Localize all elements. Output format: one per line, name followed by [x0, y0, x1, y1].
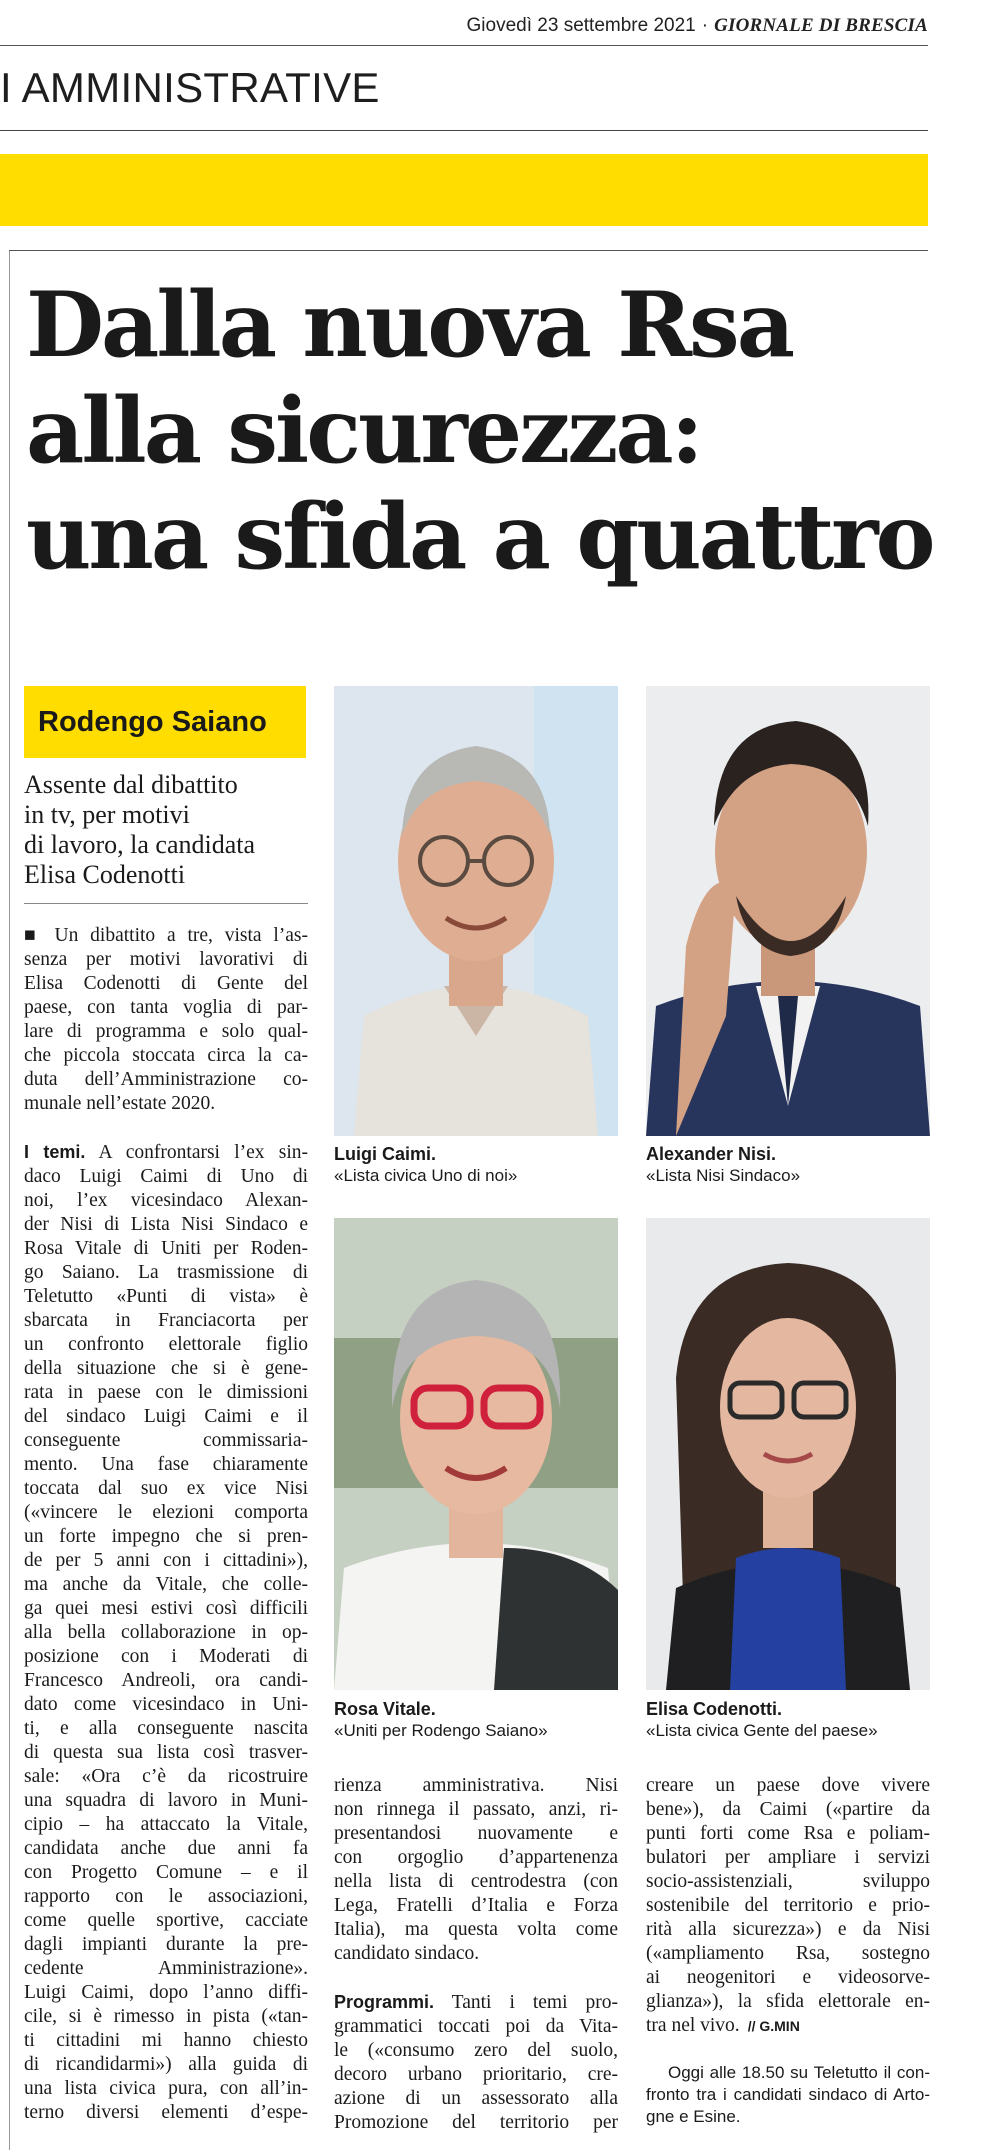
text-line: Promozione del territorio per	[334, 2112, 618, 2133]
photo-elisa-codenotti	[646, 1218, 930, 1690]
text-line: una lista civica pura, con all’in-	[24, 2078, 308, 2099]
subhead-line: Elisa Codenotti	[24, 860, 186, 889]
text-line: duta dell’Amministrazione co-	[24, 1069, 308, 1090]
text-line: ti, e alla conseguente nascita	[24, 1718, 308, 1739]
text-line: ma anche da Vitale, che colle-	[24, 1574, 308, 1595]
text-line: paese, con tanta voglia di par-	[24, 997, 308, 1018]
text-line: bene»), da Caimi («partire da	[646, 1799, 930, 1820]
candidate-name: Luigi Caimi.	[334, 1144, 437, 1164]
text-line: ai neogenitori e videosorve-	[646, 1967, 930, 1988]
text-line: sostenibile del territorio e prio-	[646, 1895, 930, 1916]
text-line: ■ Un dibattito a tre, vista l’as-	[24, 925, 308, 946]
candidate-list: «Lista civica Uno di noi»	[334, 1166, 518, 1185]
text-line: del sindaco Luigi Caimi e il	[24, 1406, 308, 1427]
text-line: candidata anche due anni fa	[24, 1838, 308, 1859]
text-line: Rosa Vitale di Uniti per Roden-	[24, 1238, 308, 1259]
text-line: senza per motivi lavorativi di	[24, 949, 308, 970]
article-column-2	[334, 1774, 618, 2135]
text-line: sale: «Ora c’è da ricostruire	[24, 1766, 308, 1787]
text-line: con Progetto Comune – e il	[24, 1862, 308, 1883]
text-line: mento. Una fase chiaramente	[24, 1454, 308, 1475]
text-line: le («consumo zero del suolo,	[334, 2040, 618, 2061]
caption-alexander-nisi	[646, 1143, 800, 1187]
photo-luigi-caimi	[334, 686, 618, 1136]
candidate-list: «Lista civica Gente del paese»	[646, 1721, 878, 1740]
subhead-line: di lavoro, la candidata	[24, 830, 256, 859]
caption-luigi-caimi	[334, 1143, 517, 1187]
paragraph-gap	[334, 1966, 618, 1990]
candidate-name: Elisa Codenotti.	[646, 1699, 783, 1719]
subhead-line: in tv, per motivi	[24, 800, 190, 829]
text-line: Francesco Andreoli, ora candi-	[24, 1670, 308, 1691]
photo-rosa-vitale	[334, 1218, 618, 1690]
text-line: dagli impianti durante la pre-	[24, 1934, 308, 1955]
paragraph-gap	[646, 2038, 930, 2062]
text-line: che piccola stoccata circa la ca-	[24, 1045, 308, 1066]
paragraph-gap	[24, 1116, 308, 1140]
article-column-1	[24, 924, 308, 2125]
candidate-list: «Lista Nisi Sindaco»	[646, 1166, 801, 1185]
text-line: terno diversi elementi d’espe-	[24, 2102, 308, 2123]
text-line: cedente Amministrazione».	[24, 1958, 308, 1979]
text-line: Teletutto «Punti di vista» è	[24, 1286, 308, 1307]
kicker-box	[24, 686, 306, 758]
headline-line: una sfida a quattro	[26, 484, 933, 590]
text-line: noi, l’ex vicesindaco Alexan-	[24, 1190, 308, 1211]
headline	[26, 272, 933, 590]
text-line: di ricandidarmi») alla guida di	[24, 2054, 308, 2075]
article-column-3	[646, 1774, 930, 2128]
candidate-name: Rosa Vitale.	[334, 1699, 436, 1719]
caption-rosa-vitale	[334, 1698, 548, 1742]
candidate-list: «Uniti per Rodengo Saiano»	[334, 1721, 548, 1740]
text-line: Elisa Codenotti di Gente del	[24, 973, 308, 994]
broadcast-note	[646, 2062, 930, 2128]
text-line	[646, 2014, 930, 2038]
headline-line: alla sicurezza:	[26, 378, 701, 484]
subhead	[24, 770, 314, 890]
portrait-image	[646, 1218, 930, 1690]
text-line: cile, si è rimesso in pista («tan-	[24, 2006, 308, 2027]
text-line: come quelle sportive, cacciate	[24, 1910, 308, 1931]
text-line: toccata dal suo ex vice Nisi	[24, 1478, 308, 1499]
text-line: ga quei mesi estivi così difficili	[24, 1598, 308, 1619]
author-signature: // G.MIN	[747, 2018, 800, 2034]
text-line: daco Luigi Caimi di Uno di	[24, 1166, 308, 1187]
text-line: sbarcata in Franciacorta per	[24, 1310, 308, 1331]
text-line: un forte impegno che si pren-	[24, 1526, 308, 1547]
candidate-name: Alexander Nisi.	[646, 1144, 777, 1164]
text-line: posizione con i Moderati di	[24, 1646, 308, 1667]
subhead-line: Assente dal dibattito	[24, 770, 238, 799]
newspaper-name: GIORNALE DI BRESCIA	[714, 15, 928, 36]
left-vertical-rule	[9, 250, 10, 2150]
text-line: decoro urbano prioritario, cre-	[334, 2064, 618, 2085]
note-line: gne e Esine.	[646, 2107, 741, 2126]
text-line: der Nisi di Lista Nisi Sindaco e	[24, 1214, 308, 1235]
headline-top-rule	[9, 250, 928, 251]
header-separator: ·	[701, 15, 709, 36]
portrait-image	[334, 1218, 618, 1690]
header-date: Giovedì 23 settembre 2021	[466, 15, 696, 36]
text-line: rienza amministrativa. Nisi	[334, 1775, 618, 1796]
text-line: Italia), ma questa volta come	[334, 1919, 618, 1940]
text-line: di questa sua lista così trasver-	[24, 1742, 308, 1763]
section-rule	[0, 130, 928, 131]
text-line	[334, 1990, 618, 2015]
text-line: rata in paese con le dimissioni	[24, 1382, 308, 1403]
text-line: creare un paese dove vivere	[646, 1775, 930, 1796]
section-title: I AMMINISTRATIVE	[0, 64, 380, 111]
text-run: Tanti i temi pro-	[434, 1992, 618, 2013]
text-line: («vincere le elezioni comporta	[24, 1502, 308, 1523]
paragraph-lead: I temi.	[24, 1142, 86, 1162]
text-line: lare di programma e solo qual-	[24, 1021, 308, 1042]
text-line: conseguente commissaria-	[24, 1430, 308, 1451]
text-line: («ampliamento Rsa, sostegno	[646, 1943, 930, 1964]
text-line: de per 5 anni con i cittadini»),	[24, 1550, 308, 1571]
header-rule	[0, 45, 928, 46]
text-line: rapporto con le associazioni,	[24, 1886, 308, 1907]
text-line: Lega, Fratelli d’Italia e Forza	[334, 1895, 618, 1916]
text-line: punti forti come Rsa e poliam-	[646, 1823, 930, 1844]
header-dateline	[467, 15, 928, 37]
text-line: Luigi Caimi, dopo l’anno diffi-	[24, 1982, 308, 2003]
text-line: non rinnega il passato, anzi, ri-	[334, 1799, 618, 1820]
portrait-image	[334, 686, 618, 1136]
text-line: della situazione che si è gene-	[24, 1358, 308, 1379]
text-line: go Saiano. La trasmissione di	[24, 1262, 308, 1283]
text-line: candidato sindaco.	[334, 1943, 480, 1964]
text-line: bulatori per ampliare i servizi	[646, 1847, 930, 1868]
headline-line: Dalla nuova Rsa	[26, 272, 793, 378]
paragraph-lead: Programmi.	[334, 1992, 435, 2012]
kicker-location: Rodengo Saiano	[38, 706, 267, 738]
yellow-banner	[0, 154, 928, 226]
text-line: grammatici toccati poi da Vita-	[334, 2016, 618, 2037]
text-line: ti cittadini mi hanno chiesto	[24, 2030, 308, 2051]
note-line: Oggi alle 18.50 su Teletutto il con-	[668, 2063, 930, 2082]
text-line: presentandosi nuovamente e	[334, 1823, 618, 1844]
text-line: una squadra di lavoro in Muni-	[24, 1790, 308, 1811]
text-line: dato come vicesindaco in Uni-	[24, 1694, 308, 1715]
caption-elisa-codenotti	[646, 1698, 878, 1742]
subhead-rule	[24, 903, 308, 904]
text-line: rità alla sicurezza») e da Nisi	[646, 1919, 930, 1940]
text-line: glianza»), la sfida elettorale en-	[646, 1991, 930, 2012]
text-line	[24, 1140, 308, 1165]
text-line: munale nell’estate 2020.	[24, 1093, 216, 1114]
text-line: alla bella collaborazione in op-	[24, 1622, 308, 1643]
text-line: cipio – ha attaccato la Vitale,	[24, 1814, 308, 1835]
text-run: tra nel vivo.	[646, 2015, 740, 2036]
text-line: un confronto elettorale figlio	[24, 1334, 308, 1355]
text-line: socio-assistenziali, sviluppo	[646, 1871, 930, 1892]
text-line: nella lista di centrodestra (con	[334, 1871, 618, 1892]
text-run: A confrontarsi l’ex sin-	[85, 1142, 308, 1163]
text-line: azione di un assessorato alla	[334, 2088, 618, 2109]
note-line: fronto tra i candidati sindaco di Arto-	[646, 2085, 930, 2104]
portrait-image	[646, 686, 930, 1136]
page-header	[0, 0, 982, 46]
photo-alexander-nisi	[646, 686, 930, 1136]
text-line: con orgoglio d’appartenenza	[334, 1847, 618, 1868]
